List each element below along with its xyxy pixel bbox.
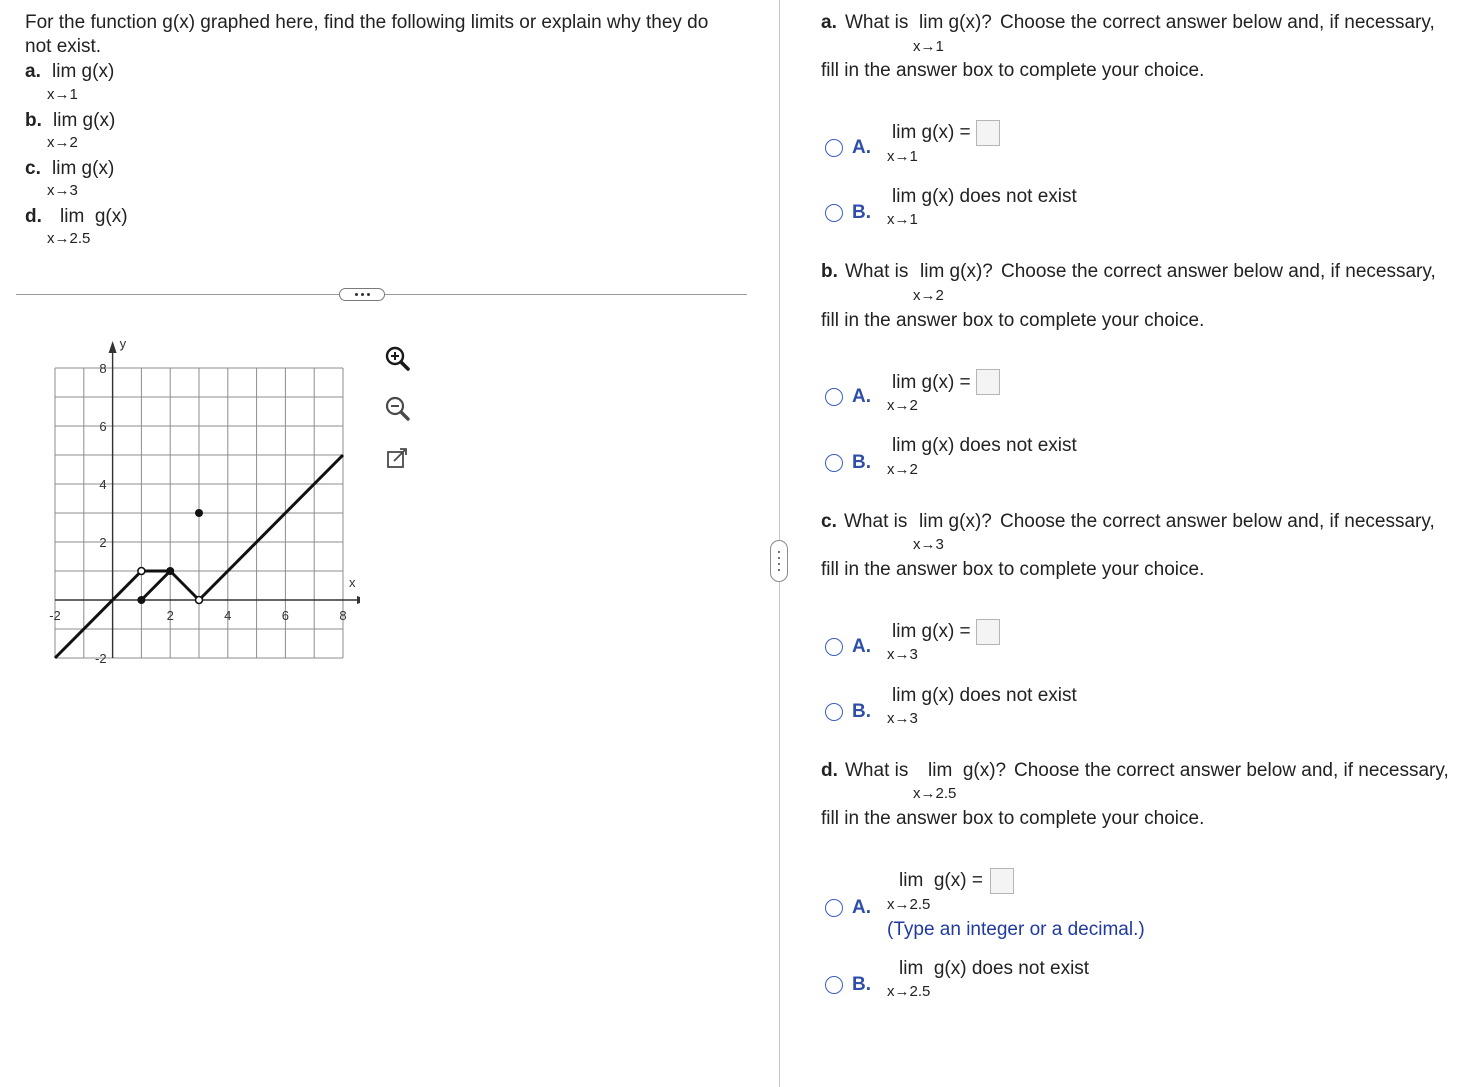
problem-intro-line2: not exist. bbox=[25, 36, 102, 57]
y-axis-label: y bbox=[119, 336, 127, 351]
question-b-approach: x→2 bbox=[913, 287, 944, 304]
question-b-option-a-letter[interactable]: A. bbox=[852, 386, 871, 407]
y-tick-label: -2 bbox=[95, 651, 107, 665]
question-c-option-b-approach: x→3 bbox=[887, 710, 918, 727]
question-b-tail: Choose the correct answer below and, if necessary, bbox=[1001, 261, 1436, 282]
question-d-label: d. bbox=[821, 760, 838, 781]
function-graph bbox=[40, 335, 360, 665]
x-tick-label: 6 bbox=[281, 608, 290, 623]
part-d-lim: lim g(x) bbox=[60, 206, 128, 227]
part-b-approach: x→2 bbox=[47, 134, 78, 151]
question-d-option-b-approach: x→2.5 bbox=[887, 983, 931, 1000]
question-c-label: c. bbox=[821, 511, 837, 532]
zoom-out-icon[interactable] bbox=[382, 393, 412, 423]
zoom-in-icon[interactable] bbox=[382, 343, 412, 373]
question-c-answer-box[interactable] bbox=[976, 619, 1000, 645]
question-d-option-a-letter[interactable]: A. bbox=[852, 897, 871, 918]
question-d-option-b-radio[interactable] bbox=[825, 976, 843, 994]
question-c-what-is: What is bbox=[844, 511, 908, 532]
y-axis-arrow bbox=[109, 341, 117, 353]
part-a-letter: a. bbox=[25, 61, 41, 82]
question-c-option-b-radio[interactable] bbox=[825, 703, 843, 721]
part-b-lim: lim g(x) bbox=[53, 110, 116, 131]
question-c-lim: lim g(x)? bbox=[919, 511, 992, 532]
question-b-lim: lim g(x)? bbox=[920, 261, 993, 282]
question-b-line2: fill in the answer box to complete your choice. bbox=[821, 310, 1205, 331]
question-d-tail: Choose the correct answer below and, if necessary, bbox=[1014, 760, 1449, 781]
question-b-answer-box[interactable] bbox=[976, 369, 1000, 395]
question-a-option-a-radio[interactable] bbox=[825, 139, 843, 157]
part-a-lim: lim g(x) bbox=[52, 61, 115, 82]
question-d-option-b-letter[interactable]: B. bbox=[852, 974, 871, 995]
closed-point bbox=[137, 596, 145, 604]
question-a-approach: x→1 bbox=[913, 38, 944, 55]
question-d-option-b-expr: lim g(x) does not exist bbox=[899, 958, 1090, 979]
open-point bbox=[138, 568, 145, 575]
part-d-letter: d. bbox=[25, 206, 42, 227]
question-b-option-b-radio[interactable] bbox=[825, 454, 843, 472]
question-c-tail: Choose the correct answer below and, if necessary, bbox=[1000, 511, 1435, 532]
question-c-option-a-approach: x→3 bbox=[887, 646, 918, 663]
x-axis-label: x bbox=[349, 575, 356, 590]
part-d-approach: x→2.5 bbox=[47, 230, 91, 247]
question-c-option-a-radio[interactable] bbox=[825, 638, 843, 656]
problem-intro-line1: For the function g(x) graphed here, find the following limits or explain why they do bbox=[25, 12, 709, 33]
question-a-lim: lim g(x)? bbox=[919, 12, 992, 33]
question-a-option-b-letter[interactable]: B. bbox=[852, 202, 871, 223]
x-tick-label: 4 bbox=[224, 608, 232, 623]
closed-point bbox=[166, 567, 174, 575]
question-a-option-a-letter[interactable]: A. bbox=[852, 137, 871, 158]
question-b-option-a-expr: lim g(x) = bbox=[892, 372, 971, 393]
part-c-lim: lim g(x) bbox=[52, 158, 115, 179]
question-a-line2: fill in the answer box to complete your choice. bbox=[821, 60, 1205, 81]
popout-icon[interactable] bbox=[382, 444, 412, 474]
question-d-option-a-approach: x→2.5 bbox=[887, 896, 931, 913]
y-tick-label: 2 bbox=[99, 535, 107, 550]
x-tick-label: 2 bbox=[166, 608, 174, 623]
part-b-letter: b. bbox=[25, 110, 42, 131]
open-point bbox=[196, 597, 203, 604]
x-tick-label: -2 bbox=[49, 608, 61, 623]
question-d-hint: (Type an integer or a decimal.) bbox=[887, 919, 1145, 940]
question-c-approach: x→3 bbox=[913, 536, 944, 553]
part-a-approach: x→1 bbox=[47, 86, 78, 103]
question-a-what-is: What is bbox=[845, 12, 909, 33]
question-a-tail: Choose the correct answer below and, if necessary, bbox=[1000, 12, 1435, 33]
x-tick-label: 8 bbox=[339, 608, 347, 623]
question-a-option-a-approach: x→1 bbox=[887, 148, 918, 165]
question-d-line2: fill in the answer box to complete your choice. bbox=[821, 808, 1205, 829]
question-d-option-a-expr: lim g(x) = bbox=[899, 870, 983, 891]
question-d-answer-box[interactable] bbox=[990, 868, 1014, 894]
curve-segment bbox=[55, 571, 141, 658]
question-b-label: b. bbox=[821, 261, 838, 282]
questions-pane bbox=[782, 0, 1477, 1087]
question-a-option-b-radio[interactable] bbox=[825, 204, 843, 222]
question-d-what-is: What is bbox=[845, 760, 909, 781]
question-b-what-is: What is bbox=[845, 261, 909, 282]
question-b-option-b-letter[interactable]: B. bbox=[852, 452, 871, 473]
curve-segment bbox=[199, 455, 343, 600]
question-b-option-a-approach: x→2 bbox=[887, 397, 918, 414]
part-c-approach: x→3 bbox=[47, 182, 78, 199]
question-a-option-b-expr: lim g(x) does not exist bbox=[892, 186, 1077, 207]
question-b-option-b-expr: lim g(x) does not exist bbox=[892, 435, 1077, 456]
x-axis-arrow bbox=[357, 596, 360, 604]
closed-point bbox=[195, 509, 203, 517]
question-a-option-a-expr: lim g(x) = bbox=[892, 122, 971, 143]
question-b-option-a-radio[interactable] bbox=[825, 388, 843, 406]
y-tick-label: 6 bbox=[99, 419, 107, 434]
question-b-option-b-approach: x→2 bbox=[887, 461, 918, 478]
question-d-approach: x→2.5 bbox=[913, 785, 957, 802]
question-c-option-b-expr: lim g(x) does not exist bbox=[892, 685, 1077, 706]
more-options-button[interactable] bbox=[339, 288, 385, 301]
question-c-option-b-letter[interactable]: B. bbox=[852, 701, 871, 722]
part-c-letter: c. bbox=[25, 158, 41, 179]
y-tick-label: 8 bbox=[99, 361, 107, 376]
question-d-option-a-radio[interactable] bbox=[825, 899, 843, 917]
question-c-line2: fill in the answer box to complete your choice. bbox=[821, 559, 1205, 580]
question-c-option-a-expr: lim g(x) = bbox=[892, 621, 971, 642]
question-a-option-b-approach: x→1 bbox=[887, 211, 918, 228]
question-a-label: a. bbox=[821, 12, 837, 33]
question-c-option-a-letter[interactable]: A. bbox=[852, 636, 871, 657]
y-tick-label: 4 bbox=[99, 477, 107, 492]
question-a-answer-box[interactable] bbox=[976, 120, 1000, 146]
question-d-lim: lim g(x)? bbox=[928, 760, 1007, 781]
